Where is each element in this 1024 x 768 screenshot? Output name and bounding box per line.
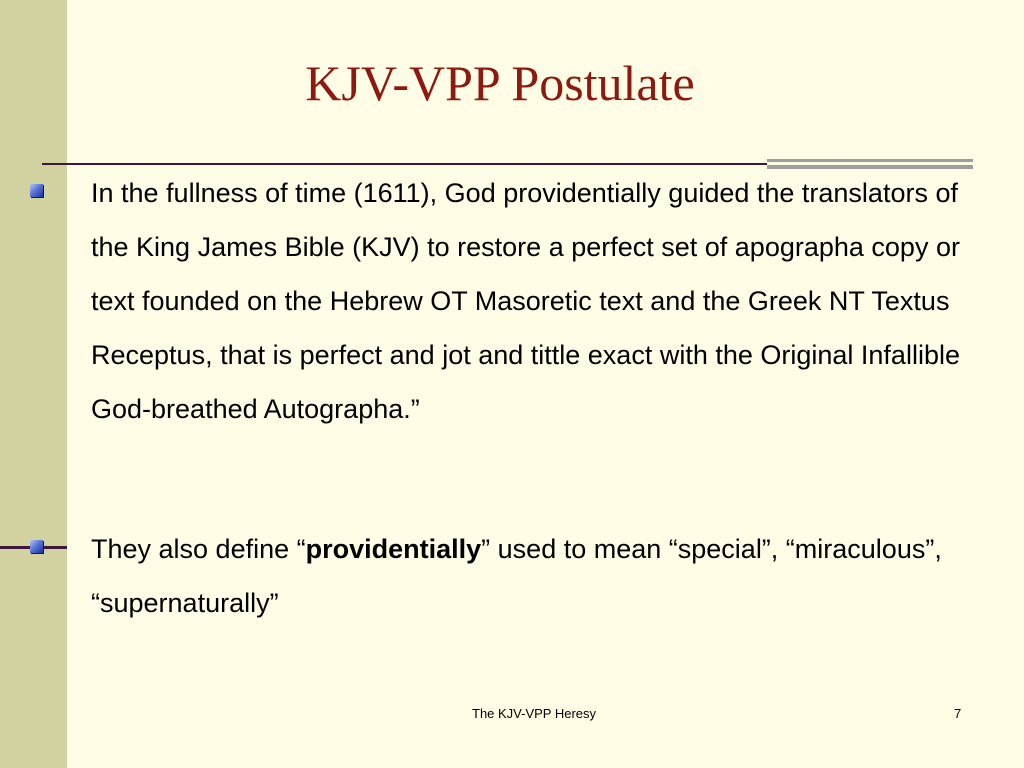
bullet-text-2 [91,522,996,630]
bullet-2-suffix: ” used to mean “special”, “miraculous”, “supernaturally” [91,534,942,618]
square-bullet-icon [30,540,43,553]
bullet-2-prefix: They also define “ [91,534,306,564]
bullet-2-bold-term: providentially [305,534,482,564]
square-bullet-icon [30,184,43,197]
left-accent-bar [0,0,67,768]
bullet-text-1: In the fullness of time (1611), God providentially guided the translators of the King James Bible (KJV) to restore a perfect set of apographa copy or text founded on the Hebrew OT Masoretic text and the Greek NT Textus Receptus, that is perfect and jot and tittle exact with the Original Infallible God-breathed Autographa.” [91,178,960,424]
slide-title: KJV-VPP Postulate [305,55,695,111]
page-number: 7 [954,706,962,721]
footer-title: The KJV-VPP Heresy [472,706,597,721]
title-underline [42,163,767,165]
